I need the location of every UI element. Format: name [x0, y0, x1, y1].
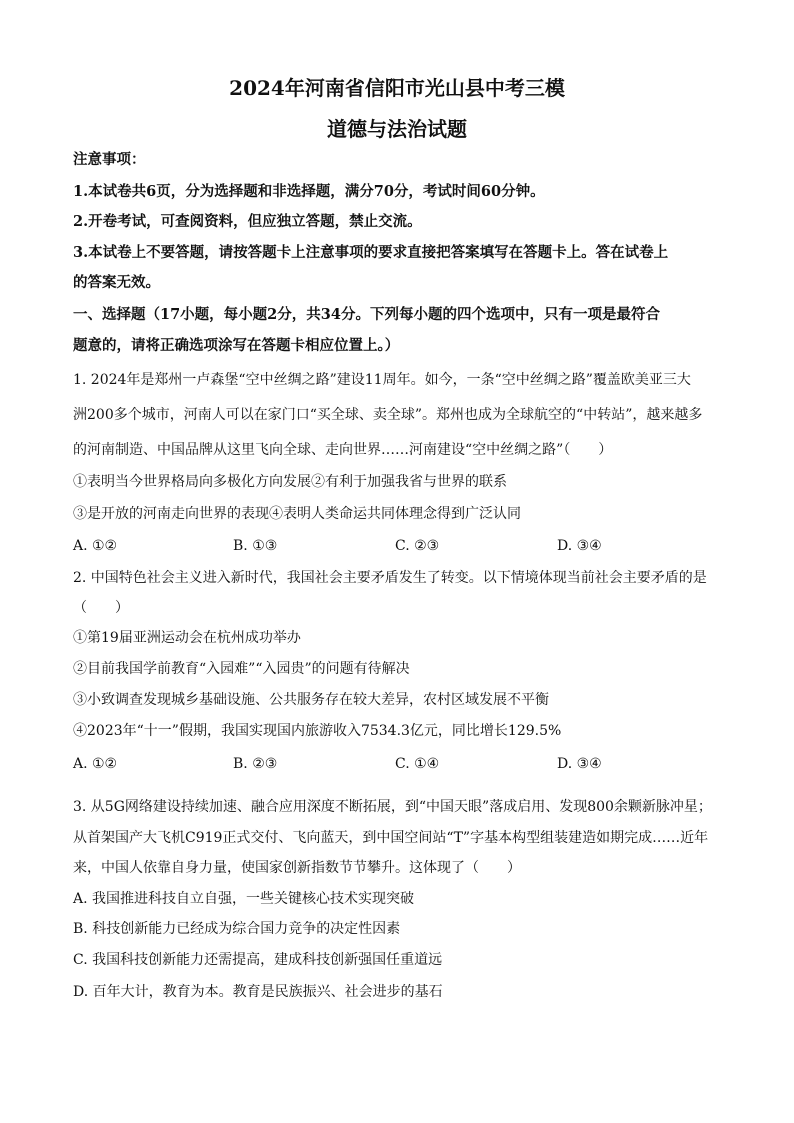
question-1-line-2: 洲200多个城市，河南人可以在家门口“买全球、卖全球”。郑州也成为全球航空的“中转站”，越来越多 — [73, 407, 703, 423]
question-3-option-a: A. 我国推进科技自立自强，一些关键核心技术实现突破 — [73, 891, 415, 907]
question-3-line-3: 来，中国人依靠自身力量，使国家创新指数节节攀升。这体现了（ ） — [73, 860, 521, 876]
question-2-option-b: B. ②③ — [233, 756, 278, 772]
notice-heading: 注意事项： — [73, 151, 146, 168]
question-1-statement-1: ①表明当今世界格局向多极化方向发展②有利于加强我省与世界的联系 — [73, 474, 507, 490]
question-1-line-1: 1. 2024年是郑州一卢森堡“空中丝绸之路”建设11周年。如今，一条“空中丝绸之路”覆盖欧美亚三大 — [73, 372, 691, 388]
question-1-option-d: D. ③④ — [557, 538, 602, 554]
question-1-options — [73, 536, 733, 556]
question-1-line-3: 的河南制造、中国品牌从这里飞向全球、走向世界……河南建设“空中丝绸之路”（ ） — [73, 442, 613, 458]
section-1-heading-line-2: 题意的，请将正确选项涂写在答题卡相应位置上。） — [73, 337, 400, 354]
question-2-option-c: C. ①④ — [395, 756, 440, 772]
question-2-line-2: （ ） — [73, 600, 129, 616]
question-3-line-1: 3. 从5G网络建设持续加速、融合应用深度不断拓展，到“中国天眼”落成启用、发现800余颗新脉冲星； — [73, 799, 712, 815]
question-3-option-b: B. 科技创新能力已经成为综合国力竞争的决定性因素 — [73, 921, 401, 937]
question-1-option-a: A. ①② — [73, 538, 118, 554]
question-1-statement-2: ③是开放的河南走向世界的表现④表明人类命运共同体理念得到广泛认同 — [73, 506, 521, 522]
question-1-option-c: C. ②③ — [395, 538, 440, 554]
question-3-option-d: D. 百年大计，教育为本。教育是民族振兴、社会进步的基石 — [73, 984, 443, 1000]
notice-item-3-line-1: 3.本试卷上不要答题，请按答题卡上注意事项的要求直接把答案填写在答题卡上。答在试卷上 — [73, 244, 669, 261]
question-2-statement-3: ③小致调查发现城乡基础设施、公共服务存在较大差异，农村区域发展不平衡 — [73, 692, 549, 708]
question-3-line-2: 从首架国产大飞机C919正式交付、飞向蓝天，到中国空间站“T”字基本构型组装建造如期完成……近年 — [73, 830, 709, 846]
notice-item-2: 2.开卷考试，可查阅资料，但应独立答题，禁止交流。 — [73, 213, 422, 230]
question-2-options — [73, 754, 733, 774]
question-2-option-a: A. ①② — [73, 756, 118, 772]
section-1-heading-line-1: 一、选择题（17小题，每小题2分，共34分。下列每小题的四个选项中，只有一项是最符合 — [73, 306, 660, 323]
question-2-statement-2: ②目前我国学前教育“入园难”“入园贵”的问题有待解决 — [73, 661, 410, 677]
notice-item-1: 1.本试卷共6页，分为选择题和非选择题，满分70分，考试时间60分钟。 — [73, 183, 545, 200]
question-2-option-d: D. ③④ — [557, 756, 602, 772]
question-2-statement-4: ④2023年“十一”假期，我国实现国内旅游收入7534.3亿元，同比增长129.5% — [73, 723, 562, 739]
question-3-option-c: C. 我国科技创新能力还需提高，建成科技创新强国任重道远 — [73, 952, 443, 968]
exam-subject-title: 道德与法治试题 — [327, 117, 467, 141]
exam-title: 2024年河南省信阳市光山县中考三模 — [229, 76, 565, 100]
notice-item-3-line-2: 的答案无效。 — [73, 274, 160, 291]
question-1-option-b: B. ①③ — [233, 538, 278, 554]
question-2-line-1: 2. 中国特色社会主义进入新时代，我国社会主要矛盾发生了转变。以下情境体现当前社会主要矛盾的是 — [73, 570, 707, 586]
question-2-statement-1: ①第19届亚洲运动会在杭州成功举办 — [73, 630, 301, 646]
